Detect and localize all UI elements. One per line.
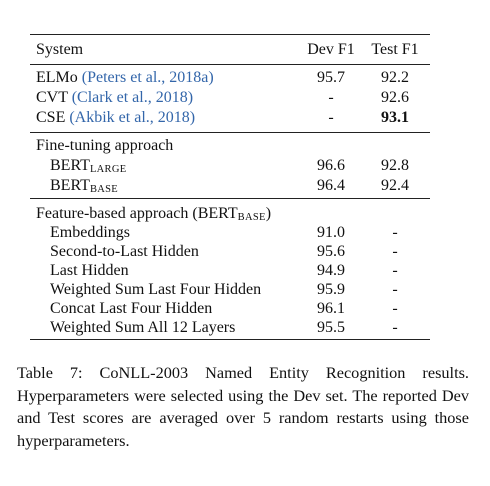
header-dev: Dev F1 xyxy=(307,41,355,58)
citation-link[interactable]: (Akbik et al., 2018) xyxy=(69,109,196,126)
test-score-best: 93.1 xyxy=(381,109,409,126)
model-size: BASE xyxy=(89,184,118,195)
dev-score: 96.1 xyxy=(317,300,345,317)
group1-rule xyxy=(30,132,430,133)
table-row xyxy=(30,242,430,261)
test-score: 92.2 xyxy=(381,69,409,86)
model-size: LARGE xyxy=(89,164,127,175)
header-test: Test F1 xyxy=(371,41,419,58)
dev-score: - xyxy=(328,89,334,106)
test-score: 92.8 xyxy=(381,157,409,174)
table-row xyxy=(30,299,430,318)
dev-score: 96.6 xyxy=(317,157,345,174)
header-row xyxy=(30,40,430,59)
table-row xyxy=(30,223,430,242)
header-system: System xyxy=(36,41,84,58)
method-name: Second-to-Last Hidden xyxy=(50,243,199,260)
method-name: Embeddings xyxy=(50,224,130,241)
test-score: - xyxy=(392,243,398,260)
model-name: BERT xyxy=(50,157,90,174)
test-score: - xyxy=(392,262,398,279)
feature-heading: Feature-based approach (BERTBASE) xyxy=(36,205,272,223)
method-name: Weighted Sum All 12 Layers xyxy=(50,319,236,336)
dev-score: 96.4 xyxy=(317,177,345,194)
dev-score: 94.9 xyxy=(317,262,345,279)
method-name: Weighted Sum Last Four Hidden xyxy=(50,281,262,298)
dev-score: 95.5 xyxy=(317,319,345,336)
table-row xyxy=(30,280,430,299)
dev-score: 91.0 xyxy=(317,224,345,241)
test-score: - xyxy=(392,319,398,336)
top-rule xyxy=(30,34,430,35)
table-caption: Table 7: CoNLL-2003 Named Entity Recognition results. Hyperparameters were selected using the Dev set. The reported Dev and Test scores are averaged over 5 random restarts using those hyperparameters. xyxy=(17,363,469,450)
method-name: Concat Last Four Hidden xyxy=(50,300,213,317)
table-row xyxy=(30,156,430,175)
group2-rule xyxy=(30,198,430,199)
table-row xyxy=(30,88,430,107)
table-row xyxy=(30,261,430,280)
citation-link[interactable]: (Clark et al., 2018) xyxy=(71,89,194,106)
test-score: 92.6 xyxy=(381,89,409,106)
test-score: 92.4 xyxy=(381,177,409,194)
table-row xyxy=(30,176,430,195)
dev-score: 95.7 xyxy=(317,69,345,86)
method-name: Last Hidden xyxy=(50,262,129,279)
citation-link[interactable]: (Peters et al., 2018a) xyxy=(81,69,214,86)
model-name: BERT xyxy=(50,177,90,194)
system-name: CVT xyxy=(36,89,68,106)
bottom-rule xyxy=(30,339,430,340)
system-name: ELMo xyxy=(36,69,78,86)
dev-score: 95.9 xyxy=(317,281,345,298)
dev-score: - xyxy=(328,109,334,126)
dev-score: 95.6 xyxy=(317,243,345,260)
system-name: CSE xyxy=(36,109,66,126)
header-rule xyxy=(30,64,430,65)
test-score: - xyxy=(392,224,398,241)
table-row xyxy=(30,68,430,87)
test-score: - xyxy=(392,300,398,317)
section-heading xyxy=(30,136,430,155)
table-row xyxy=(30,108,430,127)
table-row xyxy=(30,318,430,337)
section-heading xyxy=(30,204,430,223)
test-score: - xyxy=(392,281,398,298)
finetune-heading: Fine-tuning approach xyxy=(36,137,174,154)
